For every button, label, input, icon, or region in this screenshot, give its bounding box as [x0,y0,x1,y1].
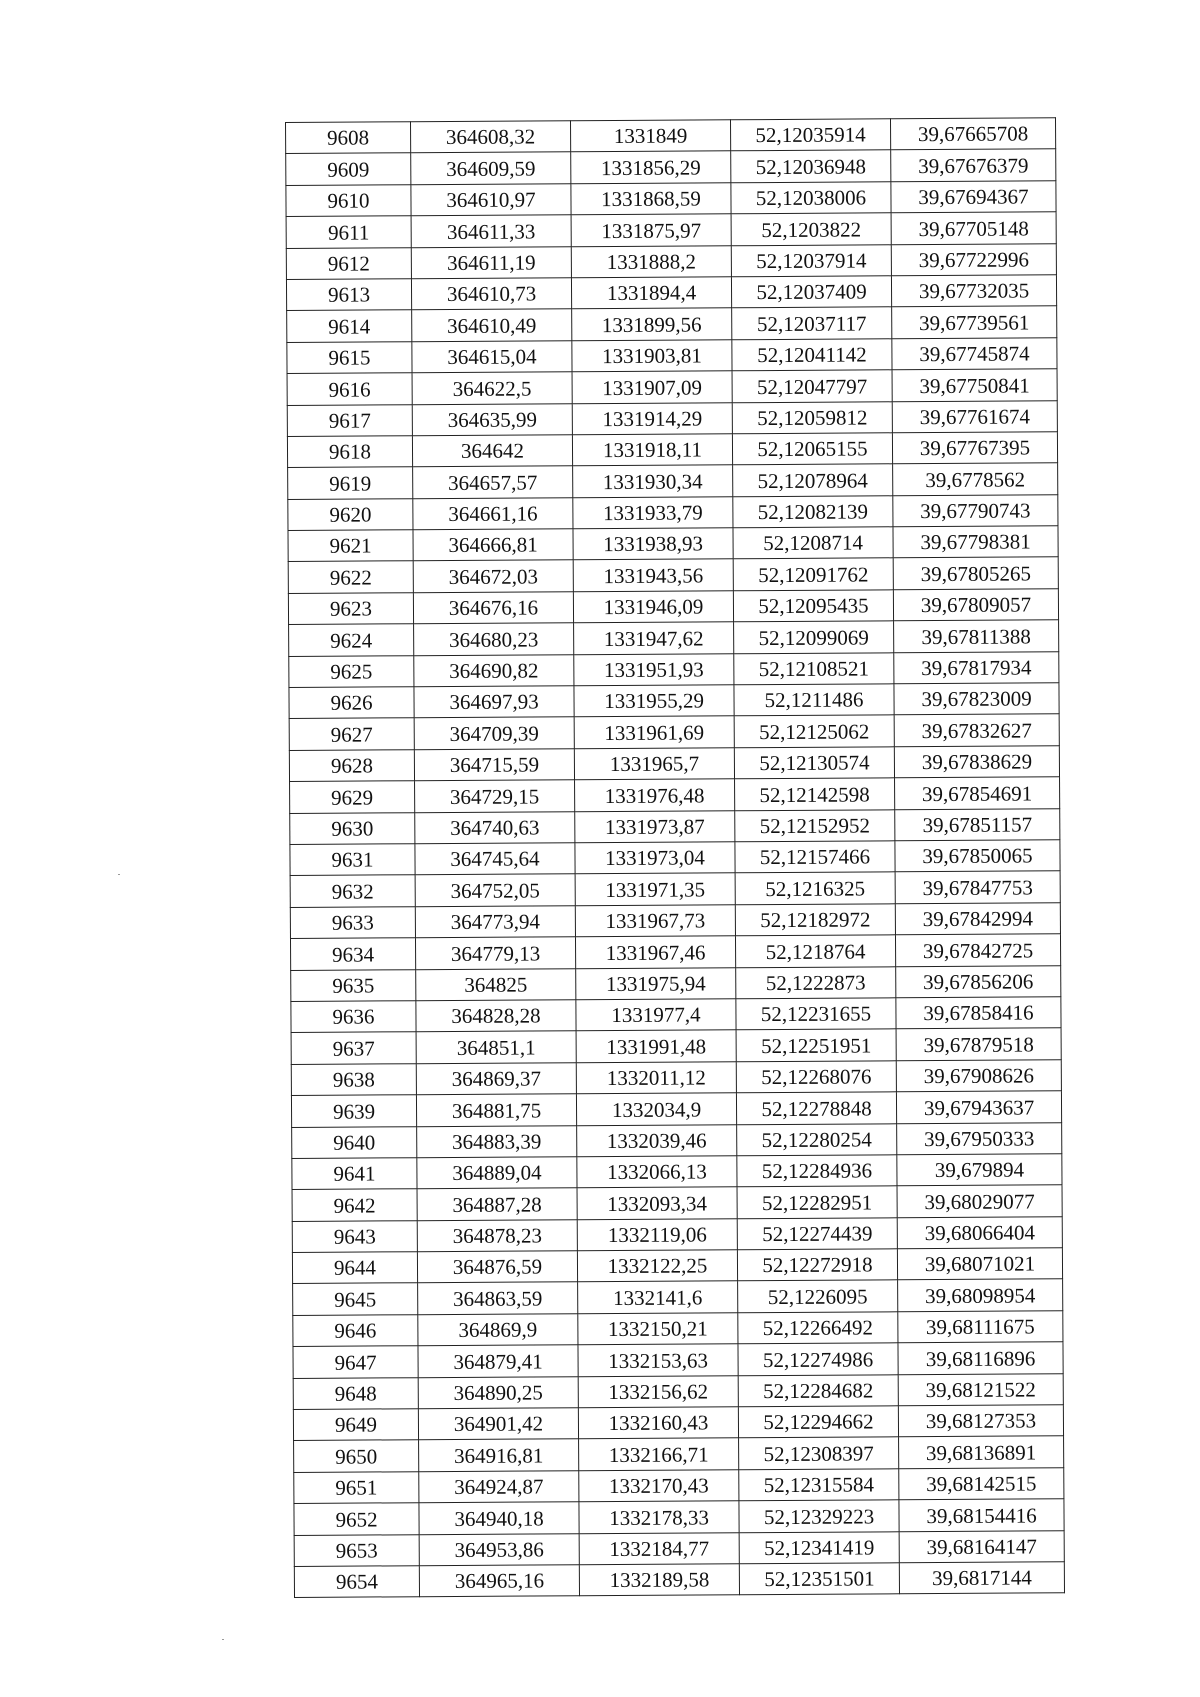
latitude-cell: 52,12037409 [731,276,891,308]
point-number-cell: 9638 [291,1063,416,1095]
point-number-cell: 9624 [289,624,414,656]
y-coordinate-cell: 1332122,25 [577,1250,737,1282]
latitude-cell: 52,12282951 [737,1186,897,1218]
y-coordinate-cell: 1331967,46 [575,936,735,968]
longitude-cell: 39,6778562 [893,463,1058,495]
latitude-cell: 52,12142598 [735,778,895,810]
x-coordinate-cell: 364863,59 [418,1282,578,1314]
table-row [286,118,1056,154]
latitude-cell: 52,12152952 [735,809,895,841]
table-row [293,1405,1063,1441]
latitude-cell: 52,12278848 [736,1092,896,1124]
y-coordinate-cell: 1331951,93 [574,653,734,685]
table-row [293,1279,1063,1315]
latitude-cell: 52,12035914 [730,119,890,151]
longitude-cell: 39,68071021 [897,1248,1062,1280]
table-row [291,1059,1061,1095]
y-coordinate-cell: 1331918,11 [572,434,732,466]
y-coordinate-cell: 1332150,21 [578,1313,738,1345]
point-number-cell: 9617 [287,404,412,436]
latitude-cell: 52,12341419 [739,1531,899,1563]
latitude-cell: 52,12041142 [732,339,892,371]
y-coordinate-cell: 1331933,79 [573,496,733,528]
table-row [286,212,1056,248]
coordinates-table [285,117,1065,1598]
longitude-cell: 39,67767395 [892,432,1057,464]
x-coordinate-cell: 364828,28 [416,1000,576,1032]
longitude-cell: 39,67842994 [895,903,1060,935]
y-coordinate-cell: 1331899,56 [572,308,732,340]
x-coordinate-cell: 364740,63 [415,811,575,843]
longitude-cell: 39,67847753 [895,871,1060,903]
point-number-cell: 9653 [294,1534,419,1566]
point-number-cell: 9654 [294,1566,419,1598]
y-coordinate-cell: 1331903,81 [572,340,732,372]
y-coordinate-cell: 1332166,71 [579,1438,739,1470]
latitude-cell: 52,12130574 [734,747,894,779]
x-coordinate-cell: 364661,16 [413,497,573,529]
x-coordinate-cell: 364887,28 [417,1188,577,1220]
x-coordinate-cell: 364883,39 [417,1125,577,1157]
y-coordinate-cell: 1331868,59 [571,183,731,215]
table-row [288,526,1058,562]
longitude-cell: 39,67705148 [891,212,1056,244]
x-coordinate-cell: 364924,87 [419,1471,579,1503]
point-number-cell: 9625 [289,655,414,687]
longitude-cell: 39,67722996 [891,243,1056,275]
x-coordinate-cell: 364879,41 [418,1345,578,1377]
table-row [289,620,1059,656]
latitude-cell: 52,12294662 [738,1406,898,1438]
point-number-cell: 9635 [291,969,416,1001]
table-row [288,463,1058,499]
longitude-cell: 39,67809057 [893,589,1058,621]
longitude-cell: 39,68111675 [898,1311,1063,1343]
y-coordinate-cell: 1331976,48 [575,779,735,811]
x-coordinate-cell: 364666,81 [413,529,573,561]
longitude-cell: 39,67879518 [896,1028,1061,1060]
point-number-cell: 9623 [288,593,413,625]
table-row [291,997,1061,1033]
table-row [289,683,1059,719]
x-coordinate-cell: 364697,93 [414,686,574,718]
longitude-cell: 39,67943637 [896,1091,1061,1123]
y-coordinate-cell: 1331856,29 [571,151,731,183]
table-row [290,871,1060,907]
table-row [292,1122,1062,1158]
point-number-cell: 9632 [290,875,415,907]
latitude-cell: 52,12059812 [732,401,892,433]
latitude-cell: 52,12251951 [736,1029,896,1061]
latitude-cell: 52,12065155 [732,433,892,465]
longitude-cell: 39,68136891 [899,1436,1064,1468]
point-number-cell: 9615 [287,341,412,373]
latitude-cell: 52,12308397 [739,1437,899,1469]
latitude-cell: 52,1218764 [735,935,895,967]
x-coordinate-cell: 364690,82 [414,654,574,686]
longitude-cell: 39,679894 [897,1154,1062,1186]
table-row [294,1530,1064,1566]
longitude-cell: 39,67798381 [893,526,1058,558]
point-number-cell: 9622 [288,561,413,593]
latitude-cell: 52,12037117 [732,307,892,339]
table-row [289,714,1059,750]
longitude-cell: 39,67750841 [892,369,1057,401]
latitude-cell: 52,1203822 [731,213,891,245]
latitude-cell: 52,12268076 [736,1061,896,1093]
x-coordinate-cell: 364657,57 [413,466,573,498]
x-coordinate-cell: 364615,04 [412,340,572,372]
latitude-cell: 52,12280254 [737,1123,897,1155]
y-coordinate-cell: 1332093,34 [577,1187,737,1219]
latitude-cell: 52,12157466 [735,841,895,873]
point-number-cell: 9628 [289,750,414,782]
latitude-cell: 52,12329223 [739,1500,899,1532]
x-coordinate-cell: 364680,23 [414,623,574,655]
y-coordinate-cell: 1331971,35 [575,873,735,905]
point-number-cell: 9611 [286,216,411,248]
x-coordinate-cell: 364773,94 [415,906,575,938]
point-number-cell: 9631 [290,844,415,876]
table-row [288,557,1058,593]
longitude-cell: 39,67908626 [896,1059,1061,1091]
table-row [291,965,1061,1001]
longitude-cell: 39,67790743 [893,494,1058,526]
x-coordinate-cell: 364916,81 [419,1439,579,1471]
longitude-cell: 39,68029077 [897,1185,1062,1217]
longitude-cell: 39,68121522 [898,1373,1063,1405]
point-number-cell: 9626 [289,687,414,719]
point-number-cell: 9620 [288,498,413,530]
x-coordinate-cell: 364869,9 [418,1314,578,1346]
longitude-cell: 39,68066404 [897,1216,1062,1248]
latitude-cell: 52,12082139 [733,495,893,527]
longitude-cell: 39,67694367 [891,181,1056,213]
point-number-cell: 9641 [292,1158,417,1190]
longitude-cell: 39,67832627 [894,714,1059,746]
latitude-cell: 52,12274986 [738,1343,898,1375]
latitude-cell: 52,12182972 [735,904,895,936]
table-row [290,934,1060,970]
table-row [290,777,1060,813]
point-number-cell: 9634 [290,938,415,970]
y-coordinate-cell: 1332153,63 [578,1344,738,1376]
latitude-cell: 52,12266492 [738,1312,898,1344]
x-coordinate-cell: 364610,73 [411,278,571,310]
y-coordinate-cell: 1332170,43 [579,1470,739,1502]
table-row [291,1091,1061,1127]
longitude-cell: 39,67850065 [895,840,1060,872]
latitude-cell: 52,12078964 [733,464,893,496]
y-coordinate-cell: 1332039,46 [577,1124,737,1156]
table-row [292,1185,1062,1221]
y-coordinate-cell: 1331946,09 [573,591,733,623]
table-row [288,494,1058,530]
longitude-cell: 39,68142515 [899,1468,1064,1500]
point-number-cell: 9629 [290,781,415,813]
table-row [288,589,1058,625]
point-number-cell: 9633 [290,906,415,938]
table-row [286,275,1056,311]
y-coordinate-cell: 1331849 [570,120,730,152]
y-coordinate-cell: 1332119,06 [577,1218,737,1250]
longitude-cell: 39,67851157 [895,808,1060,840]
point-number-cell: 9614 [287,310,412,342]
y-coordinate-cell: 1331930,34 [573,465,733,497]
x-coordinate-cell: 364940,18 [419,1502,579,1534]
x-coordinate-cell: 364889,04 [417,1157,577,1189]
table-row [293,1311,1063,1347]
x-coordinate-cell: 364622,5 [412,372,572,404]
point-number-cell: 9645 [293,1283,418,1315]
x-coordinate-cell: 364752,05 [415,874,575,906]
point-number-cell: 9650 [294,1440,419,1472]
x-coordinate-cell: 364878,23 [417,1219,577,1251]
x-coordinate-cell: 364953,86 [419,1533,579,1565]
point-number-cell: 9639 [291,1095,416,1127]
x-coordinate-cell: 364729,15 [415,780,575,812]
latitude-cell: 52,12099069 [734,621,894,653]
x-coordinate-cell: 364851,1 [416,1031,576,1063]
latitude-cell: 52,12036948 [731,150,891,182]
point-number-cell: 9619 [288,467,413,499]
longitude-cell: 39,68154416 [899,1499,1064,1531]
table-row [287,338,1057,374]
longitude-cell: 39,67950333 [897,1122,1062,1154]
point-number-cell: 9636 [291,1001,416,1033]
latitude-cell: 52,12091762 [733,558,893,590]
x-coordinate-cell: 364709,39 [414,717,574,749]
x-coordinate-cell: 364610,97 [411,184,571,216]
point-number-cell: 9621 [288,530,413,562]
latitude-cell: 52,12274439 [737,1217,897,1249]
y-coordinate-cell: 1332066,13 [577,1156,737,1188]
table-row [290,903,1060,939]
y-coordinate-cell: 1332141,6 [578,1281,738,1313]
latitude-cell: 52,12108521 [734,652,894,684]
point-number-cell: 9646 [293,1315,418,1347]
x-coordinate-cell: 364635,99 [412,403,572,435]
x-coordinate-cell: 364609,59 [411,152,571,184]
scan-speck [118,874,120,875]
x-coordinate-cell: 364642 [412,435,572,467]
y-coordinate-cell: 1331907,09 [572,371,732,403]
point-number-cell: 9612 [286,247,411,279]
longitude-cell: 39,68098954 [898,1279,1063,1311]
table-row [290,808,1060,844]
longitude-cell: 39,67732035 [891,275,1056,307]
y-coordinate-cell: 1331975,94 [576,967,736,999]
latitude-cell: 52,12315584 [739,1469,899,1501]
longitude-cell: 39,68116896 [898,1342,1063,1374]
y-coordinate-cell: 1331967,73 [575,905,735,937]
x-coordinate-cell: 364869,37 [416,1062,576,1094]
longitude-cell: 39,67805265 [893,557,1058,589]
table-row [287,400,1057,436]
table-row [289,651,1059,687]
table-row [293,1342,1063,1378]
point-number-cell: 9642 [292,1189,417,1221]
x-coordinate-cell: 364676,16 [413,592,573,624]
latitude-cell: 52,12272918 [737,1249,897,1281]
coordinates-table-body [286,118,1065,1598]
x-coordinate-cell: 364715,59 [414,749,574,781]
point-number-cell: 9610 [286,185,411,217]
longitude-cell: 39,67842725 [895,934,1060,966]
longitude-cell: 39,67823009 [894,683,1059,715]
y-coordinate-cell: 1332178,33 [579,1501,739,1533]
y-coordinate-cell: 1332034,9 [576,1093,736,1125]
y-coordinate-cell: 1331977,4 [576,999,736,1031]
y-coordinate-cell: 1331973,04 [575,842,735,874]
point-number-cell: 9652 [294,1503,419,1535]
x-coordinate-cell: 364611,33 [411,215,571,247]
x-coordinate-cell: 364825 [416,968,576,1000]
y-coordinate-cell: 1331894,4 [571,277,731,309]
latitude-cell: 52,1211486 [734,684,894,716]
latitude-cell: 52,1226095 [738,1280,898,1312]
y-coordinate-cell: 1332189,58 [579,1564,739,1596]
x-coordinate-cell: 364610,49 [412,309,572,341]
table-row [286,243,1056,279]
longitude-cell: 39,67858416 [896,997,1061,1029]
y-coordinate-cell: 1331938,93 [573,528,733,560]
y-coordinate-cell: 1332011,12 [576,1061,736,1093]
longitude-cell: 39,67817934 [894,651,1059,683]
longitude-cell: 39,67856206 [896,965,1061,997]
x-coordinate-cell: 364672,03 [413,560,573,592]
point-number-cell: 9648 [293,1377,418,1409]
latitude-cell: 52,12284936 [737,1155,897,1187]
y-coordinate-cell: 1331943,56 [573,559,733,591]
y-coordinate-cell: 1332184,77 [579,1532,739,1564]
point-number-cell: 9647 [293,1346,418,1378]
longitude-cell: 39,68164147 [899,1530,1064,1562]
point-number-cell: 9609 [286,153,411,185]
table-row [289,746,1059,782]
x-coordinate-cell: 364901,42 [418,1408,578,1440]
longitude-cell: 39,67665708 [890,118,1055,150]
y-coordinate-cell: 1331875,97 [571,214,731,246]
longitude-cell: 39,67739561 [892,306,1057,338]
longitude-cell: 39,67854691 [895,777,1060,809]
y-coordinate-cell: 1331961,69 [574,716,734,748]
table-row [294,1436,1064,1472]
x-coordinate-cell: 364881,75 [416,1094,576,1126]
longitude-cell: 39,67745874 [892,338,1057,370]
table-row [294,1468,1064,1504]
y-coordinate-cell: 1332160,43 [578,1407,738,1439]
table-row [287,432,1057,468]
y-coordinate-cell: 1331914,29 [572,402,732,434]
table-row [294,1562,1064,1598]
latitude-cell: 52,12284682 [738,1374,898,1406]
x-coordinate-cell: 364745,64 [415,843,575,875]
point-number-cell: 9640 [292,1126,417,1158]
y-coordinate-cell: 1332156,62 [578,1375,738,1407]
longitude-cell: 39,68127353 [898,1405,1063,1437]
point-number-cell: 9613 [286,279,411,311]
latitude-cell: 52,1222873 [736,966,896,998]
longitude-cell: 39,67761674 [892,400,1057,432]
latitude-cell: 52,12047797 [732,370,892,402]
point-number-cell: 9630 [290,812,415,844]
point-number-cell: 9644 [292,1252,417,1284]
longitude-cell: 39,6817144 [899,1562,1064,1594]
longitude-cell: 39,67676379 [891,149,1056,181]
table-row [286,149,1056,185]
table-row [287,306,1057,342]
latitude-cell: 52,12351501 [739,1563,899,1595]
coordinates-table-wrapper [285,117,1064,1598]
y-coordinate-cell: 1331991,48 [576,1030,736,1062]
point-number-cell: 9616 [287,373,412,405]
table-row [287,369,1057,405]
table-row [293,1373,1063,1409]
latitude-cell: 52,12231655 [736,998,896,1030]
point-number-cell: 9643 [292,1220,417,1252]
point-number-cell: 9651 [294,1472,419,1504]
table-row [292,1216,1062,1252]
table-row [292,1154,1062,1190]
latitude-cell: 52,1216325 [735,872,895,904]
latitude-cell: 52,12125062 [734,715,894,747]
latitude-cell: 52,1208714 [733,527,893,559]
x-coordinate-cell: 364779,13 [415,937,575,969]
y-coordinate-cell: 1331965,7 [574,748,734,780]
table-row [286,181,1056,217]
table-row [292,1248,1062,1284]
point-number-cell: 9649 [293,1409,418,1441]
y-coordinate-cell: 1331955,29 [574,685,734,717]
point-number-cell: 9627 [289,718,414,750]
longitude-cell: 39,67838629 [894,746,1059,778]
latitude-cell: 52,12038006 [731,182,891,214]
longitude-cell: 39,67811388 [894,620,1059,652]
point-number-cell: 9608 [286,122,411,154]
x-coordinate-cell: 364890,25 [418,1376,578,1408]
latitude-cell: 52,12037914 [731,244,891,276]
x-coordinate-cell: 364611,19 [411,246,571,278]
y-coordinate-cell: 1331947,62 [574,622,734,654]
table-row [294,1499,1064,1535]
point-number-cell: 9618 [287,436,412,468]
point-number-cell: 9637 [291,1032,416,1064]
y-coordinate-cell: 1331888,2 [571,245,731,277]
table-row [290,840,1060,876]
y-coordinate-cell: 1331973,87 [575,810,735,842]
x-coordinate-cell: 364608,32 [411,121,571,153]
x-coordinate-cell: 364876,59 [417,1251,577,1283]
latitude-cell: 52,12095435 [733,590,893,622]
table-row [291,1028,1061,1064]
scan-speck [222,1639,224,1640]
x-coordinate-cell: 364965,16 [419,1565,579,1597]
